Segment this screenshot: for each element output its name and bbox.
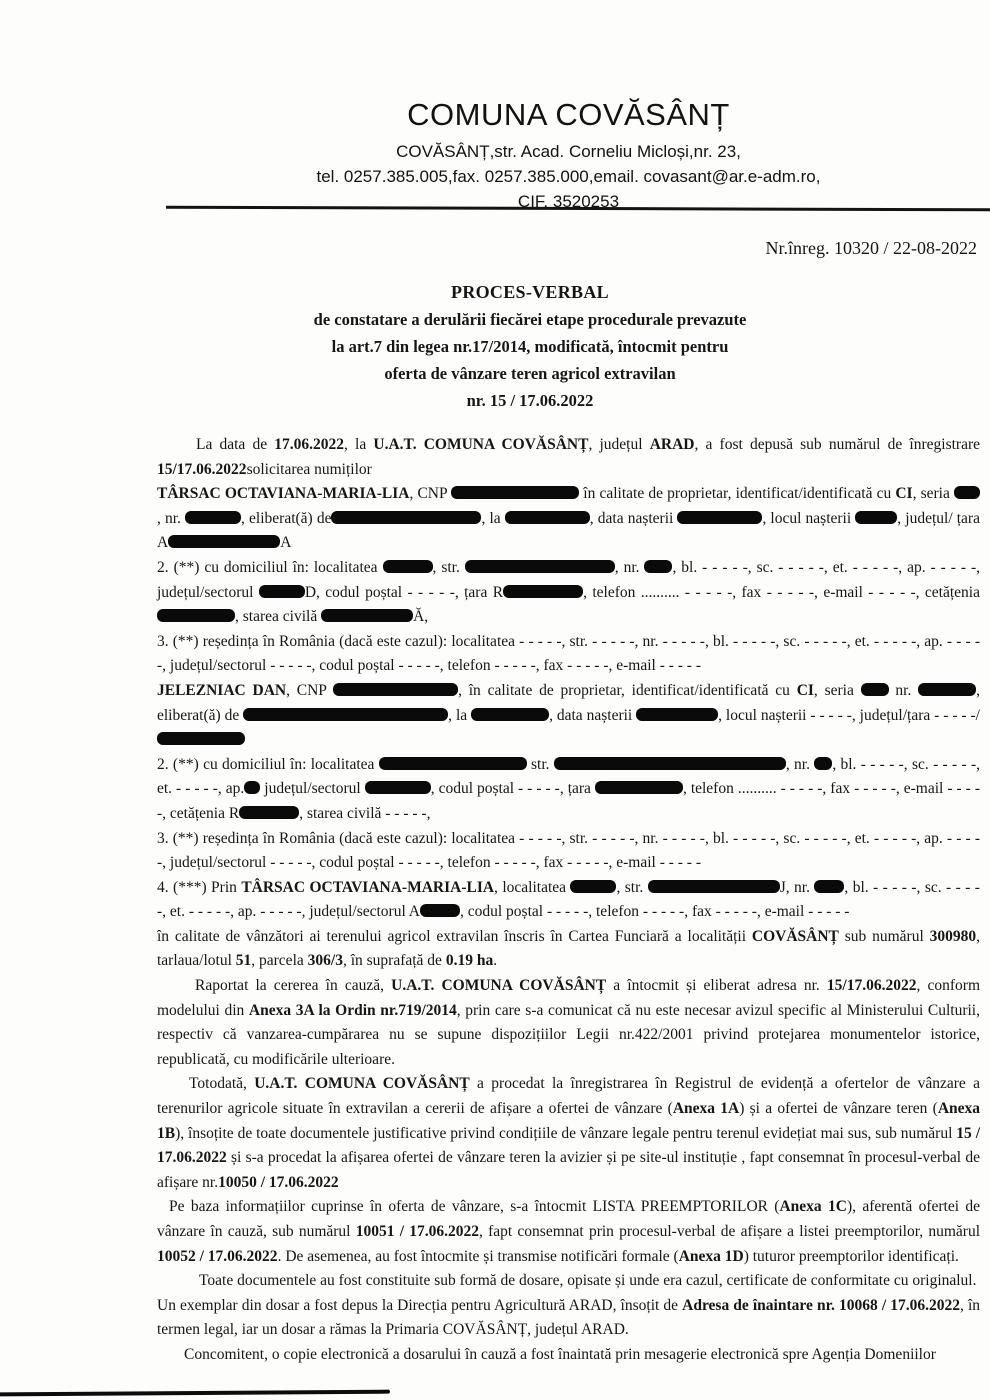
text-run: . <box>493 952 498 970</box>
text-run: , prin care s-a comunicat că nu este necesar avizul specific al Ministerului Culturii, respectiv că vanzarea-cumpărarea nu se supune dispozițiilor Legii nr.422/2001 privind protejarea monumentelor istorice, republicată, cu modificările ulterioare. <box>157 1001 980 1068</box>
text-run: 3. (**) reședința în România (dacă este cazul): localitatea - - - - -, str. - - - - -, nr. - - - - -, bl. - - - - -, sc. - - - - -, et. - - - - -, ap. - - - - -, județul/sectorul - - - - -, codul poștal - - - - -, telefon - - - - -, fax - - - - -, e-mail - - - - - <box>157 829 980 872</box>
organization-address: COVĂSÂNȚ,str. Acad. Corneliu Micloși,nr. 23, <box>396 142 741 161</box>
text-run: , în termen legal, iar un dosar a rămas la Primaria COVĂSÂNȚ, județul ARAD. <box>157 1296 981 1339</box>
text-run: COVĂSÂNȚ <box>751 927 839 945</box>
redaction-bar <box>420 904 460 917</box>
text-run: Anexa 1C <box>779 1198 847 1216</box>
redaction-bar <box>168 535 280 548</box>
text-run: , localitatea <box>494 878 571 896</box>
text-run: , nr. <box>785 755 815 773</box>
redaction-bar <box>331 511 481 524</box>
organization-cif: CIF. 3520253 <box>517 192 620 211</box>
text-run: 306/3 <box>307 952 343 970</box>
text-run: 17.06.2022 <box>274 436 344 453</box>
redaction-bar <box>648 880 780 893</box>
text-run: U.A.T. COMUNA COVĂSÂNȚ <box>391 977 607 995</box>
text-run: , data nașterii <box>589 509 678 527</box>
text-run: Un exemplar din dosar a fost depus la Direcția pentru Agricultură ARAD, însoțit de <box>157 1296 683 1314</box>
text-run: , în calitate de proprietar, identificat/identificată cu <box>458 681 797 699</box>
text-run: TÂRSAC OCTAVIANA-MARIA-LIA <box>241 878 495 896</box>
text-run: solicitarea numiților <box>246 460 372 478</box>
text-run: Anexa 3A la Ordin nr.719/2014 <box>248 1001 457 1019</box>
text-run: A <box>280 534 292 552</box>
text-run: , locul nașterii <box>762 509 856 527</box>
text-run: nr. <box>888 681 919 699</box>
text-run: 10050 / 17.06.2022 <box>218 1173 339 1191</box>
text-run: 2. (**) cu domiciliul în: localitatea <box>157 755 379 773</box>
title-line: la art.7 din legea nr.17/2014, modificată, întocmit pentru <box>331 337 729 356</box>
text-run: U.A.T. COMUNA COVĂSÂNȚ <box>373 436 589 453</box>
registration-number: Nr.înreg. 10320 / 22-08-2022 <box>765 238 977 258</box>
paragraph <box>157 556 980 630</box>
paragraph <box>157 630 980 679</box>
text-run: 15 / 17.06.2022 <box>157 1124 981 1167</box>
text-run: Ă, <box>413 608 429 626</box>
text-run: , județul <box>588 436 650 453</box>
redaction-bar <box>644 560 672 573</box>
paragraph <box>157 753 980 827</box>
redaction-bar <box>677 511 762 524</box>
redaction-bar <box>471 708 549 721</box>
text-run: , bl. - - - - -, sc. - - - - -, et. - - - - -, ap. <box>157 755 981 798</box>
text-run: , nr. <box>614 558 645 576</box>
title-line: oferta de vânzare teren agricol extravilan <box>384 364 676 383</box>
text-run: județul/sectorul <box>260 780 365 798</box>
paragraph <box>157 679 980 753</box>
redaction-bar <box>239 806 299 819</box>
organization-contact: tel. 0257.385.005,fax. 0257.385.000,email. covasant@ar.e-adm.ro, <box>316 167 821 186</box>
paragraph <box>157 925 980 974</box>
scan-artifact-line <box>0 1390 390 1397</box>
letterhead <box>157 0 980 214</box>
text-run: , la <box>448 706 472 724</box>
text-run: , eliberat(ă) de <box>157 681 980 724</box>
redaction-bar <box>157 609 235 622</box>
paragraph <box>157 1269 980 1294</box>
text-run: Pe baza informațiilor cuprinse în oferta de vânzare, s-a întocmit LISTA PREEMPTORILOR ( <box>169 1198 780 1216</box>
text-run: str. <box>526 755 554 773</box>
text-run: U.A.T. COMUNA COVĂSÂNȚ <box>254 1075 470 1093</box>
text-run: Totodată, <box>189 1075 255 1093</box>
organization-name: COMUNA COVĂSÂNȚ <box>407 97 730 132</box>
redaction-bar <box>814 757 832 770</box>
text-run: , codul poștal - - - - -, țara <box>430 780 595 798</box>
text-run: sub numărul <box>838 927 930 945</box>
redaction-bar <box>861 683 889 696</box>
redaction-bar <box>185 511 241 524</box>
text-run: , seria <box>813 681 861 699</box>
text-run: 3. (**) reședința în România (dacă este cazul): localitatea - - - - -, str. - - - - -, nr. - - - - -, bl. - - - - -, sc. - - - - -, et. - - - - -, ap. - - - - -, județul/sectorul - - - - -, codul poștal - - - - -, telefon - - - - -, fax - - - - -, e-mail - - - - - <box>157 632 980 675</box>
text-run: , CNP <box>286 681 334 699</box>
text-run: , locul nașterii - - - - -, județul/țara - - - - -/ <box>718 706 980 724</box>
redaction-bar <box>243 708 448 721</box>
text-run: , a fost depusă sub numărul de înregistrare <box>694 436 980 453</box>
redaction-bar <box>855 511 897 524</box>
text-run: , parcela <box>251 952 308 970</box>
text-run: ) și a ofertei de vânzare teren ( <box>739 1100 938 1118</box>
text-run: în calitate de vânzători ai terenului agricol extravilan înscris în Cartea Funciară a localității <box>157 927 752 945</box>
text-run: ), însoțite de toate documentele justificative privind condițiile de vânzare legale pentru terenul evidețiat mai sus, sub numărul <box>175 1124 957 1142</box>
text-run: , telefon .......... - - - - -, fax - - - - -, e-mail - - - - -, cetățenia R <box>157 780 980 822</box>
text-run: TÂRSAC OCTAVIANA-MARIA-LIA <box>157 485 410 503</box>
text-run: , bl. - - - - -, sc. - - - - -, et. - - - - -, ap. - - - - -, județul/sectorul A <box>157 878 980 921</box>
text-run: 0.19 ha <box>445 952 494 970</box>
text-run: 300980 <box>929 927 977 945</box>
text-run: , starea civilă <box>235 608 322 626</box>
paragraph <box>157 827 980 876</box>
text-run: 15/17.06.2022 <box>157 460 247 478</box>
text-run: , starea civilă - - - - -, <box>299 804 431 822</box>
title-line: de constatare a derulării fiecărei etape procedurale prevazute <box>313 310 747 329</box>
text-run: Anexa 1B <box>157 1100 981 1142</box>
redaction-bar <box>157 732 245 745</box>
text-run: 10051 / 17.06.2022 <box>355 1223 479 1240</box>
text-run: , bl. - - - - -, sc. - - - - -, et. - - - - -, ap. - - - - -, județul/sectorul <box>157 558 980 601</box>
document-content <box>157 0 980 1368</box>
text-run: , la <box>344 436 374 453</box>
text-run: JELEZNIAC DAN <box>157 681 287 699</box>
text-run: , tarlaua/lotul <box>157 927 981 970</box>
redaction-bar <box>954 486 980 499</box>
text-run: CI <box>796 681 814 699</box>
text-run: 10052 / 17.06.2022 <box>157 1247 278 1265</box>
title-line: nr. 15 / 17.06.2022 <box>466 391 594 410</box>
text-run: J, nr. <box>779 878 815 896</box>
text-run: , județul/ țara A <box>157 509 980 552</box>
text-run: Adresa de înaintare nr. 10068 / 17.06.2022 <box>682 1296 960 1314</box>
text-run: a procedat la înregistrarea în Registrul de evidență a ofertelor de vânzare a terenurilor agricole situate în extravilan a cererii de afișare a ofertei de vânzare ( <box>157 1075 980 1118</box>
redaction-bar <box>321 609 413 622</box>
text-run: , eliberat(ă) de <box>241 509 332 527</box>
paragraph <box>157 482 980 556</box>
text-run: Anexa 1D <box>678 1247 744 1265</box>
text-run: Toate documentele au fost constituite sub formă de dosare, opisate și unde era cazul, certificate de conformitate cu originalul. <box>199 1272 977 1290</box>
text-run: D, codul poștal - - - - -, țara R <box>304 583 504 601</box>
text-run: , str. <box>616 878 648 896</box>
text-run: CI <box>895 485 913 503</box>
text-run: , CNP <box>409 485 452 503</box>
redaction-bar <box>383 560 433 573</box>
paragraph <box>157 1294 980 1343</box>
redaction-bar <box>259 585 305 598</box>
redaction-bar <box>505 511 590 524</box>
redaction-bar <box>570 880 616 893</box>
text-run: 4. (***) Prin <box>157 878 242 896</box>
text-run: 15/17.06.2022 <box>826 977 917 995</box>
text-run: , conform modelului din <box>157 977 980 1019</box>
text-run: , nr. <box>157 509 186 527</box>
paragraph <box>157 1343 980 1368</box>
document-body <box>157 433 980 1368</box>
redaction-bar <box>451 486 579 499</box>
redaction-bar <box>503 585 583 598</box>
paragraph <box>157 974 980 1072</box>
text-run: Concomitent, o copie electronică a dosarului în cauză a fost înaintată prin mesagerie electronică spre Agenția Domeniilor <box>184 1345 936 1363</box>
text-run: a întocmit și eliberat adresa nr. <box>606 977 827 995</box>
text-run: ), aferentă ofertei de vânzare în cauză, sub numărul <box>157 1198 981 1240</box>
text-run: și s-a procedat la afișarea ofertei de vânzare teren la avizier și pe site-ul instituție , fapt consemnat în procesul-verbal de afișare nr. <box>157 1149 980 1191</box>
redaction-bar <box>636 708 718 721</box>
redaction-bar <box>244 781 260 794</box>
redaction-bar <box>465 560 615 573</box>
text-run: 51 <box>235 952 252 970</box>
document-title <box>160 279 900 414</box>
text-run: , codul poștal - - - - -, telefon - - - - -, fax - - - - -, e-mail - - - - - <box>459 903 850 921</box>
title-line: PROCES-VERBAL <box>451 282 609 302</box>
paragraph <box>157 1195 980 1269</box>
text-run: , seria <box>912 485 954 503</box>
redaction-bar <box>333 683 458 696</box>
text-run: ARAD <box>649 436 695 453</box>
text-run: La data de <box>196 436 275 453</box>
text-run: , la <box>481 509 505 527</box>
redaction-bar <box>365 781 431 794</box>
paragraph <box>157 433 980 482</box>
text-run: Raportat la cererea în cauză, <box>195 977 392 995</box>
text-run: în calitate de proprietar, identificat/identificată cu <box>579 485 896 503</box>
text-run: , în suprafață de <box>342 952 446 970</box>
paragraph <box>157 876 980 925</box>
text-run: , fapt consemnat prin procesul-verbal de afișare a listei preemptorilor, numărul <box>479 1223 980 1240</box>
text-run: 2. (**) cu domiciliul în: localitatea <box>157 558 383 576</box>
redaction-bar <box>554 757 786 770</box>
redaction-bar <box>379 757 527 770</box>
text-run: , data nașterii <box>549 706 637 724</box>
text-run: ) tuturor preemptorilor identificați. <box>743 1247 959 1265</box>
text-run: , telefon .......... - - - - -, fax - - - - -, e-mail - - - - -, cetățenia <box>583 583 980 601</box>
text-run: , str. <box>432 558 465 576</box>
paragraph <box>157 1072 980 1195</box>
text-run: Anexa 1A <box>672 1100 740 1118</box>
redaction-bar <box>918 683 976 696</box>
redaction-bar <box>595 781 683 794</box>
text-run: . De asemenea, au fost întocmite și transmise notificări formale ( <box>277 1247 679 1265</box>
redaction-bar <box>814 880 844 893</box>
